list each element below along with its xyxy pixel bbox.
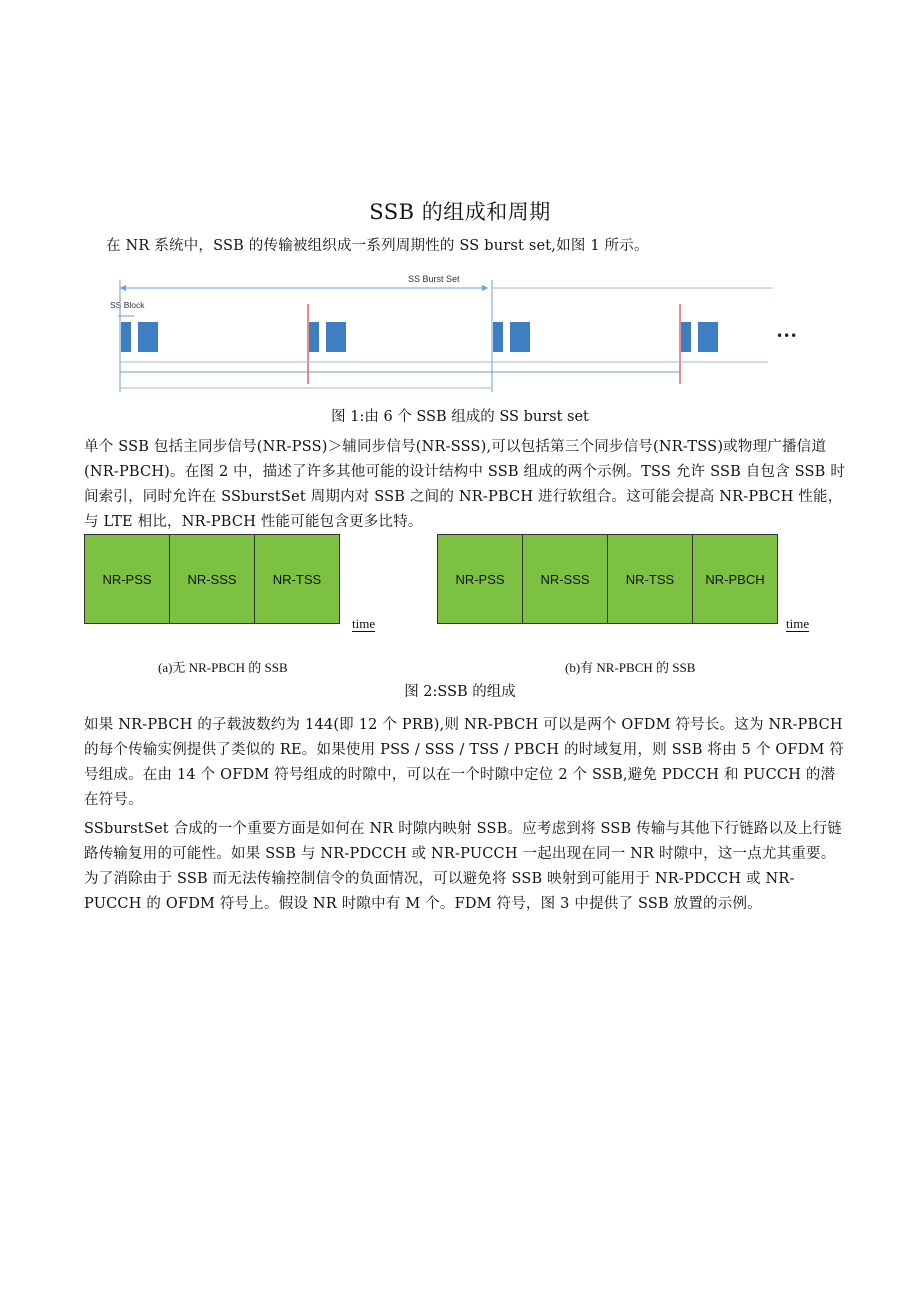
ss-block-label: SS Block	[110, 300, 145, 310]
arrow-head-right	[482, 285, 488, 291]
nr-pbch-cell: NR-PBCH	[693, 535, 777, 623]
ssb-block	[121, 322, 131, 352]
burst-set-mapping-paragraph: SSburstSet 合成的一个重要方面是如何在 NR 时隙内映射 SSB。应考虑到将 SSB 传输与其他下行链路以及上行链路传输复用的可能性。如果 SSB 与 NR-PDCCH 或 NR-PUCCH 一起出现在同一 NR 时隙中，这一点尤其重要。为了消除由于 SSB 而无法传输控制信令的负面情况，可以避免将 SSB 映射到可能用于 NR-PDCCH 或 NR-PUCCH 的 OFDM 符号上。假设 NR 时隙中有 M 个。FDM 符号，图 3 中提供了 SSB 放置的示例。	[84, 821, 842, 912]
pbch-paragraph: 如果 NR-PBCH 的子载波数约为 144(即 12 个 PRB),则 NR-PBCH 可以是两个 OFDM 符号长。这为 NR-PBCH 的每个传输实例提供了类似的 RE。如果使用 PSS / SSS / TSS / PBCH 的时域复用，则 SSB 将由 5 个 OFDM 符号组成。在由 14 个 OFDM 符号组成的时隙中，可以在一个时隙中定位 2 个 SSB,避免 PDCCH 和 PUCCH 的潜在符号。	[84, 717, 845, 808]
page-title: SSB 的组成和周期	[369, 200, 551, 224]
time-axis-label-b: time	[786, 616, 810, 631]
ssb-block	[493, 322, 503, 352]
intro-paragraph: 在 NR 系统中，SSB 的传输被组织成一系列周期性的 SS burst set,如图 1 所示。	[106, 238, 649, 254]
ssb-composition-b	[437, 534, 778, 624]
subcaption-b: (b)有 NR-PBCH 的 SSB	[565, 660, 696, 675]
ss-burst-set-figure	[108, 266, 798, 396]
continuation-ellipsis: •••	[776, 329, 798, 343]
arrow-head-left	[120, 285, 126, 291]
subcaption-a: (a)无 NR-PBCH 的 SSB	[158, 660, 288, 675]
nr-pss-cell: NR-PSS	[438, 535, 523, 623]
nr-sss-cell: NR-SSS	[170, 535, 255, 623]
ssb-block	[698, 322, 718, 352]
ssb-block	[510, 322, 530, 352]
ssb-block	[681, 322, 691, 352]
ssb-composition-a	[84, 534, 340, 624]
nr-sss-cell: NR-SSS	[523, 535, 608, 623]
ssb-block	[309, 322, 319, 352]
nr-tss-cell: NR-TSS	[608, 535, 693, 623]
nr-tss-cell: NR-TSS	[255, 535, 339, 623]
ssb-block	[138, 322, 158, 352]
figure-2-caption: 图 2:SSB 的组成	[404, 684, 516, 700]
nr-pss-cell: NR-PSS	[85, 535, 170, 623]
burst-set-label: SS Burst Set	[408, 274, 460, 284]
figure-1-caption: 图 1:由 6 个 SSB 组成的 SS burst set	[331, 409, 589, 425]
ssb-block	[326, 322, 346, 352]
time-axis-label-a: time	[352, 616, 376, 631]
ssb-components-paragraph: 单个 SSB 包括主同步信号(NR-PSS)＞辅同步信号(NR-SSS),可以包括第三个同步信号(NR-TSS)或物理广播信道(NR-PBCH)。在图 2 中，描述了许多其他可能的设计结构中 SSB 组成的两个示例。TSS 允许 SSB 自包含 SSB 时间索引，同时允许在 SSburstSet 周期内对 SSB 之间的 NR-PBCH 进行软组合。这可能会提高 NR-PBCH 性能，与 LTE 相比，NR-PBCH 性能可能包含更多比特。	[84, 439, 846, 530]
